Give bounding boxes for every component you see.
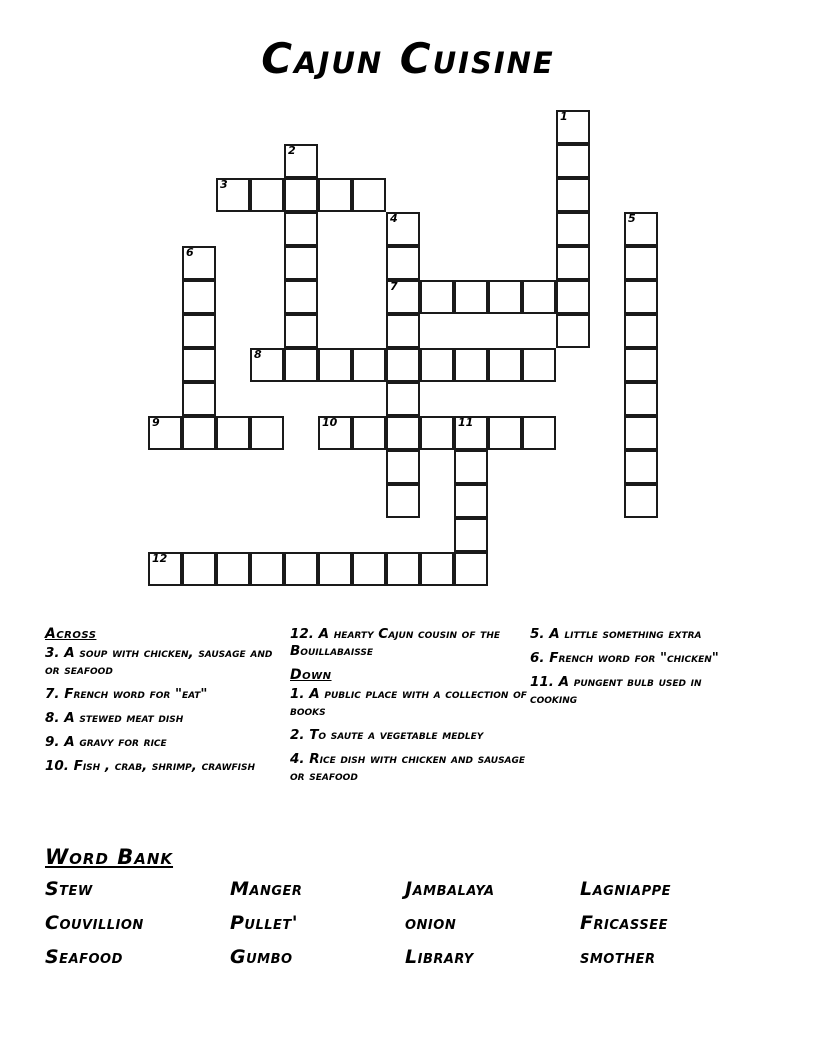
grid-cell[interactable] (454, 484, 488, 518)
grid-cell[interactable] (284, 246, 318, 280)
cell-number: 10 (322, 416, 338, 429)
grid-cell[interactable] (182, 246, 216, 280)
grid-cell[interactable] (454, 348, 488, 382)
grid-cell[interactable] (522, 348, 556, 382)
cell-number: 5 (628, 212, 636, 225)
grid-cell[interactable] (624, 348, 658, 382)
grid-cell[interactable] (352, 178, 386, 212)
clue-column-right (530, 626, 745, 715)
grid-cell[interactable] (522, 416, 556, 450)
word-bank-title: Word Bank (45, 845, 174, 869)
grid-cell[interactable] (454, 280, 488, 314)
grid-cell[interactable] (182, 416, 216, 450)
clue-column-left (45, 626, 290, 782)
word-bank-item[interactable]: Manger (230, 878, 303, 900)
clue-down-2[interactable]: 2. To saute a vegetable medley (290, 727, 484, 743)
clue-across-10[interactable]: 10. Fish , crab, shrimp, crawfish (45, 758, 256, 774)
grid-cell[interactable] (386, 348, 420, 382)
grid-cell[interactable] (250, 552, 284, 586)
grid-cell[interactable] (352, 552, 386, 586)
word-bank-item[interactable]: Fricassee (580, 912, 668, 934)
grid-cell[interactable] (148, 552, 182, 586)
clue-down-4[interactable]: 4. Rice dish with chicken and sausage or seafood (290, 751, 526, 784)
grid-cell[interactable] (216, 178, 250, 212)
grid-cell[interactable] (420, 348, 454, 382)
grid-cell[interactable] (556, 212, 590, 246)
grid-cell[interactable] (488, 416, 522, 450)
cell-number: 6 (186, 246, 194, 259)
grid-cell[interactable] (386, 552, 420, 586)
grid-cell[interactable] (148, 416, 182, 450)
word-bank-item[interactable]: Couvillion (45, 912, 144, 934)
clue-down-1[interactable]: 1. A public place with a collection of books (290, 686, 527, 719)
grid-cell[interactable] (454, 552, 488, 586)
word-bank-item[interactable]: Stew (45, 878, 93, 900)
grid-cell[interactable] (556, 246, 590, 280)
grid-cell[interactable] (556, 144, 590, 178)
grid-cell[interactable] (386, 246, 420, 280)
grid-cell[interactable] (182, 348, 216, 382)
grid-cell[interactable] (386, 314, 420, 348)
word-bank-item[interactable]: Gumbo (230, 946, 293, 968)
grid-cell[interactable] (420, 416, 454, 450)
cell-number: 4 (390, 212, 398, 225)
cell-number: 9 (152, 416, 160, 429)
grid-cell[interactable] (250, 416, 284, 450)
grid-cell[interactable] (624, 416, 658, 450)
clues-section (45, 626, 775, 831)
clue-down-11[interactable]: 11. A pungent bulb used in cooking (530, 674, 702, 707)
word-bank-item[interactable]: smother (580, 946, 656, 968)
grid-cell[interactable] (250, 178, 284, 212)
grid-cell[interactable] (284, 314, 318, 348)
word-bank-item[interactable]: Seafood (45, 946, 123, 968)
across-heading: Across (45, 626, 97, 642)
grid-cell[interactable] (352, 348, 386, 382)
grid-cell[interactable] (488, 280, 522, 314)
grid-cell[interactable] (318, 416, 352, 450)
grid-cell[interactable] (454, 416, 488, 450)
grid-cell[interactable] (318, 348, 352, 382)
grid-cell[interactable] (182, 382, 216, 416)
word-bank-section (45, 845, 775, 972)
grid-cell[interactable] (386, 212, 420, 246)
clue-down-5[interactable]: 5. A little something extra (530, 626, 702, 642)
page-title: Cajun Cuisine (261, 34, 555, 83)
down-heading: Down (290, 667, 332, 683)
grid-cell[interactable] (216, 416, 250, 450)
grid-cell[interactable] (624, 280, 658, 314)
cell-number: 8 (254, 348, 262, 361)
grid-cell[interactable] (318, 178, 352, 212)
grid-cell[interactable] (454, 450, 488, 484)
cell-number: 2 (288, 144, 296, 157)
grid-cell[interactable] (182, 280, 216, 314)
word-bank-grid (45, 875, 775, 972)
grid-cell[interactable] (420, 280, 454, 314)
grid-cell[interactable] (182, 314, 216, 348)
grid-cell[interactable] (556, 314, 590, 348)
grid-cell[interactable] (386, 416, 420, 450)
grid-cell[interactable] (284, 212, 318, 246)
clue-across-12[interactable]: 12. A hearty Cajun cousin of the Bouillabaisse (290, 626, 500, 659)
grid-cell[interactable] (284, 178, 318, 212)
cell-number: 1 (560, 110, 568, 123)
grid-cell[interactable] (624, 246, 658, 280)
word-bank-item[interactable]: Pullet' (230, 912, 299, 934)
grid-cell[interactable] (624, 484, 658, 518)
word-bank-item[interactable]: Jambalaya (405, 878, 495, 900)
cell-number: 7 (390, 280, 398, 293)
cell-number: 11 (458, 416, 474, 429)
clue-down-6[interactable]: 6. French word for "chicken" (530, 650, 719, 666)
clue-column-middle (290, 626, 530, 792)
clue-across-8[interactable]: 8. A stewed meat dish (45, 710, 184, 726)
grid-cell[interactable] (182, 552, 216, 586)
clue-across-9[interactable]: 9. A gravy for rice (45, 734, 167, 750)
grid-cell[interactable] (624, 314, 658, 348)
grid-cell[interactable] (284, 348, 318, 382)
grid-cell[interactable] (556, 280, 590, 314)
grid-cell[interactable] (318, 552, 352, 586)
grid-cell[interactable] (454, 518, 488, 552)
grid-cell[interactable] (386, 280, 420, 314)
grid-cell[interactable] (216, 552, 250, 586)
grid-cell[interactable] (386, 450, 420, 484)
grid-cell[interactable] (556, 178, 590, 212)
grid-cell[interactable] (284, 552, 318, 586)
grid-cell[interactable] (420, 552, 454, 586)
grid-cell[interactable] (556, 110, 590, 144)
word-bank-item[interactable]: Lagniappe (580, 878, 672, 900)
grid-cell[interactable] (488, 348, 522, 382)
cell-number: 3 (220, 178, 228, 191)
grid-cell[interactable] (624, 450, 658, 484)
grid-cell[interactable] (522, 280, 556, 314)
grid-cell[interactable] (284, 144, 318, 178)
word-bank-item[interactable]: Library (405, 946, 474, 968)
cell-number: 12 (152, 552, 168, 565)
grid-cell[interactable] (250, 348, 284, 382)
grid-cell[interactable] (352, 416, 386, 450)
grid-cell[interactable] (624, 382, 658, 416)
grid-cell[interactable] (386, 484, 420, 518)
word-bank-item[interactable]: onion (405, 912, 457, 934)
grid-cell[interactable] (386, 382, 420, 416)
clue-across-3[interactable]: 3. A soup with chicken, sausage and or seafood (45, 645, 273, 678)
clue-across-7[interactable]: 7. French word for "eat" (45, 686, 208, 702)
grid-cell[interactable] (284, 280, 318, 314)
grid-cell[interactable] (624, 212, 658, 246)
